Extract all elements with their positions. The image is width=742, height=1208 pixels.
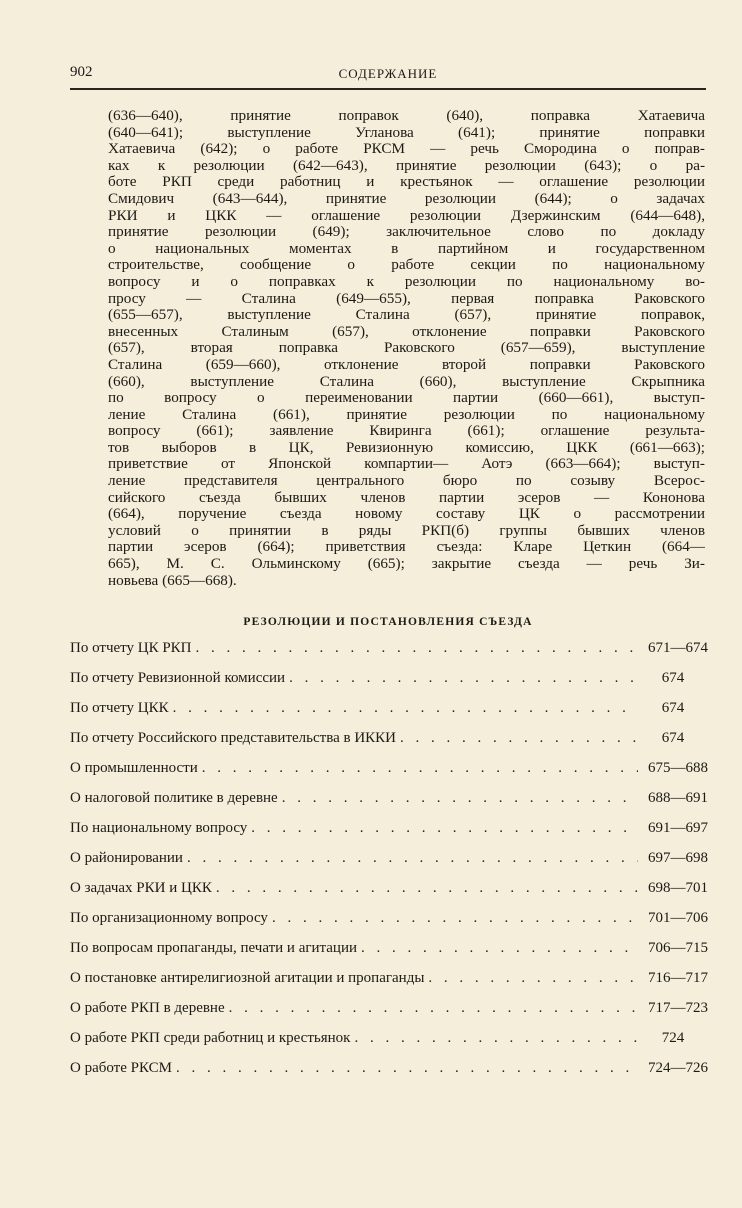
toc-list xyxy=(70,640,708,1090)
toc-entry-pages: 716—717 xyxy=(648,970,708,986)
toc-entry-pages: 697—698 xyxy=(648,850,708,866)
dot-leader xyxy=(361,940,638,957)
toc-entry-title: По вопросам пропаганды, печати и агитации xyxy=(70,940,358,956)
paragraph-line: сийского съезда бывших членов партии эсеров — Кононова xyxy=(108,488,705,506)
toc-entry-pages: 724—726 xyxy=(648,1060,708,1076)
toc-entry xyxy=(70,760,708,790)
paragraph-line: боте РКП среди работниц и крестьянок — оглашение резолюции xyxy=(108,173,705,191)
toc-entry-pages: 675—688 xyxy=(648,760,708,776)
toc-entry xyxy=(70,910,708,940)
toc-entry-title: О районировании xyxy=(70,850,183,866)
dot-leader xyxy=(428,970,638,987)
header-rule xyxy=(70,88,706,90)
dot-leader xyxy=(202,760,638,777)
toc-entry xyxy=(70,1030,708,1060)
page-number: 902 xyxy=(70,64,93,80)
toc-entry xyxy=(70,1060,708,1090)
toc-entry-pages: 691—697 xyxy=(648,820,708,836)
toc-entry-pages: 698—701 xyxy=(648,880,708,896)
dot-leader xyxy=(196,640,638,657)
toc-entry xyxy=(70,700,708,730)
toc-entry xyxy=(70,790,708,820)
paragraph-line: (640—641); выступление Угланова (641); принятие поправки xyxy=(108,123,705,141)
paragraph-line: ках к резолюции (642—643), принятие резолюции (643); о ра- xyxy=(108,156,705,174)
contents-paragraph xyxy=(108,108,705,589)
dot-leader xyxy=(282,790,638,807)
paragraph-line: ление Сталина (661), принятие резолюции по национальному xyxy=(108,405,705,423)
toc-entry xyxy=(70,850,708,880)
paragraph-line: внесенных Сталиным (657), отклонение поправки Раковского xyxy=(108,322,705,340)
paragraph-line: РКИ и ЦКК — оглашение резолюции Дзержинским (644—648), xyxy=(108,206,705,224)
toc-entry-title: По отчету ЦКК xyxy=(70,700,169,716)
toc-entry-pages: 688—691 xyxy=(648,790,708,806)
dot-leader xyxy=(216,880,638,897)
paragraph-line: ление представителя центрального бюро по созыву Всерос- xyxy=(108,472,705,490)
paragraph-line: новьева (665—668). xyxy=(108,571,237,589)
paragraph-line: (657), вторая поправка Раковского (657—659), выступление xyxy=(108,339,705,357)
toc-entry-pages: 674 xyxy=(661,730,685,746)
toc-entry-title: О работе РКСМ xyxy=(70,1060,172,1076)
toc-entry xyxy=(70,970,708,1000)
dot-leader xyxy=(176,1060,638,1077)
toc-entry xyxy=(70,880,708,910)
dot-leader xyxy=(251,820,638,837)
toc-entry xyxy=(70,670,708,700)
paragraph-line: (660), выступление Сталина (660), выступление Скрыпника xyxy=(108,372,705,390)
dot-leader xyxy=(187,850,638,867)
paragraph-line: приветствие от Японской компартии— Аотэ (663—664); выступ- xyxy=(108,455,705,473)
paragraph-line: Сталина (659—660), отклонение второй поправки Раковского xyxy=(108,355,705,373)
dot-leader xyxy=(272,910,638,927)
toc-entry-title: По отчету Российского представительства в ИККИ xyxy=(70,730,397,746)
toc-entry-title: О постановке антирелигиозной агитации и пропаганды xyxy=(70,970,425,986)
paragraph-line: просу — Сталина (649—655), первая поправка Раковского xyxy=(108,289,705,307)
toc-entry-title: О налоговой политике в деревне xyxy=(70,790,278,806)
running-header xyxy=(70,64,706,86)
dot-leader xyxy=(354,1030,638,1047)
toc-entry-title: По отчету Ревизионной комиссии xyxy=(70,670,286,686)
toc-entry-title: О задачах РКИ и ЦКК xyxy=(70,880,212,896)
paragraph-line: строительстве, сообщение о работе секции по национальному xyxy=(108,256,705,274)
toc-entry-pages: 706—715 xyxy=(648,940,708,956)
paragraph-line: Хатаевича (642); о работе РКСМ — речь Смородина о поправ- xyxy=(108,140,705,158)
running-title: СОДЕРЖАНИЕ xyxy=(338,66,438,81)
toc-entry xyxy=(70,1000,708,1030)
paragraph-line: вопросу и о поправках к резолюции по национальному во- xyxy=(108,272,705,290)
toc-entry-title: О работе РКП среди работниц и крестьянок xyxy=(70,1030,351,1046)
toc-entry xyxy=(70,940,708,970)
dot-leader xyxy=(289,670,638,687)
paragraph-line: (655—657), выступление Сталина (657), принятие поправок, xyxy=(108,306,705,324)
paragraph-line: Смидович (643—644), принятие резолюции (644); о задачах xyxy=(108,189,705,207)
toc-entry xyxy=(70,730,708,760)
toc-entry xyxy=(70,640,708,670)
section-title: РЕЗОЛЮЦИИ И ПОСТАНОВЛЕНИЯ СЪЕЗДА xyxy=(243,616,533,628)
dot-leader xyxy=(173,700,638,717)
paragraph-line: принятие резолюции (649); заключительное слово по докладу xyxy=(108,223,705,241)
toc-entry-pages: 671—674 xyxy=(648,640,708,656)
paragraph-line: условий о принятии в ряды РКП(б) группы бывших членов xyxy=(108,521,705,539)
paragraph-line: тов выборов в ЦК, Ревизионную комиссию, ЦКК (661—663); xyxy=(108,438,705,456)
paragraph-line: 665), М. С. Ольминскому (665); закрытие съезда — речь Зи- xyxy=(108,555,705,573)
toc-entry-pages: 674 xyxy=(661,670,685,686)
toc-entry-title: По организационному вопросу xyxy=(70,910,268,926)
paragraph-line: вопросу (661); заявление Квиринга (661); оглашение результа- xyxy=(108,422,705,440)
toc-entry-pages: 674 xyxy=(661,700,685,716)
dot-leader xyxy=(229,1000,638,1017)
paragraph-line: (664), поручение съезда новому составу ЦК о рассмотрении xyxy=(108,505,705,523)
toc-entry xyxy=(70,820,708,850)
dot-leader xyxy=(400,730,638,747)
toc-entry-title: По отчету ЦК РКП xyxy=(70,640,192,656)
toc-entry-title: По национальному вопросу xyxy=(70,820,248,836)
paragraph-line: партии эсеров (664); приветствия съезда: Кларе Цеткин (664— xyxy=(108,538,705,556)
toc-entry-pages: 717—723 xyxy=(648,1000,708,1016)
toc-entry-title: О работе РКП в деревне xyxy=(70,1000,225,1016)
toc-entry-pages: 724 xyxy=(661,1030,685,1046)
toc-entry-pages: 701—706 xyxy=(648,910,708,926)
paragraph-line: по вопросу о переименовании партии (660—661), выступ- xyxy=(108,389,705,407)
paragraph-line: (636—640), принятие поправок (640), поправка Хатаевича xyxy=(108,107,705,124)
toc-entry-title: О промышленности xyxy=(70,760,198,776)
paragraph-line: о национальных моментах в партийном и государственном xyxy=(108,239,705,257)
